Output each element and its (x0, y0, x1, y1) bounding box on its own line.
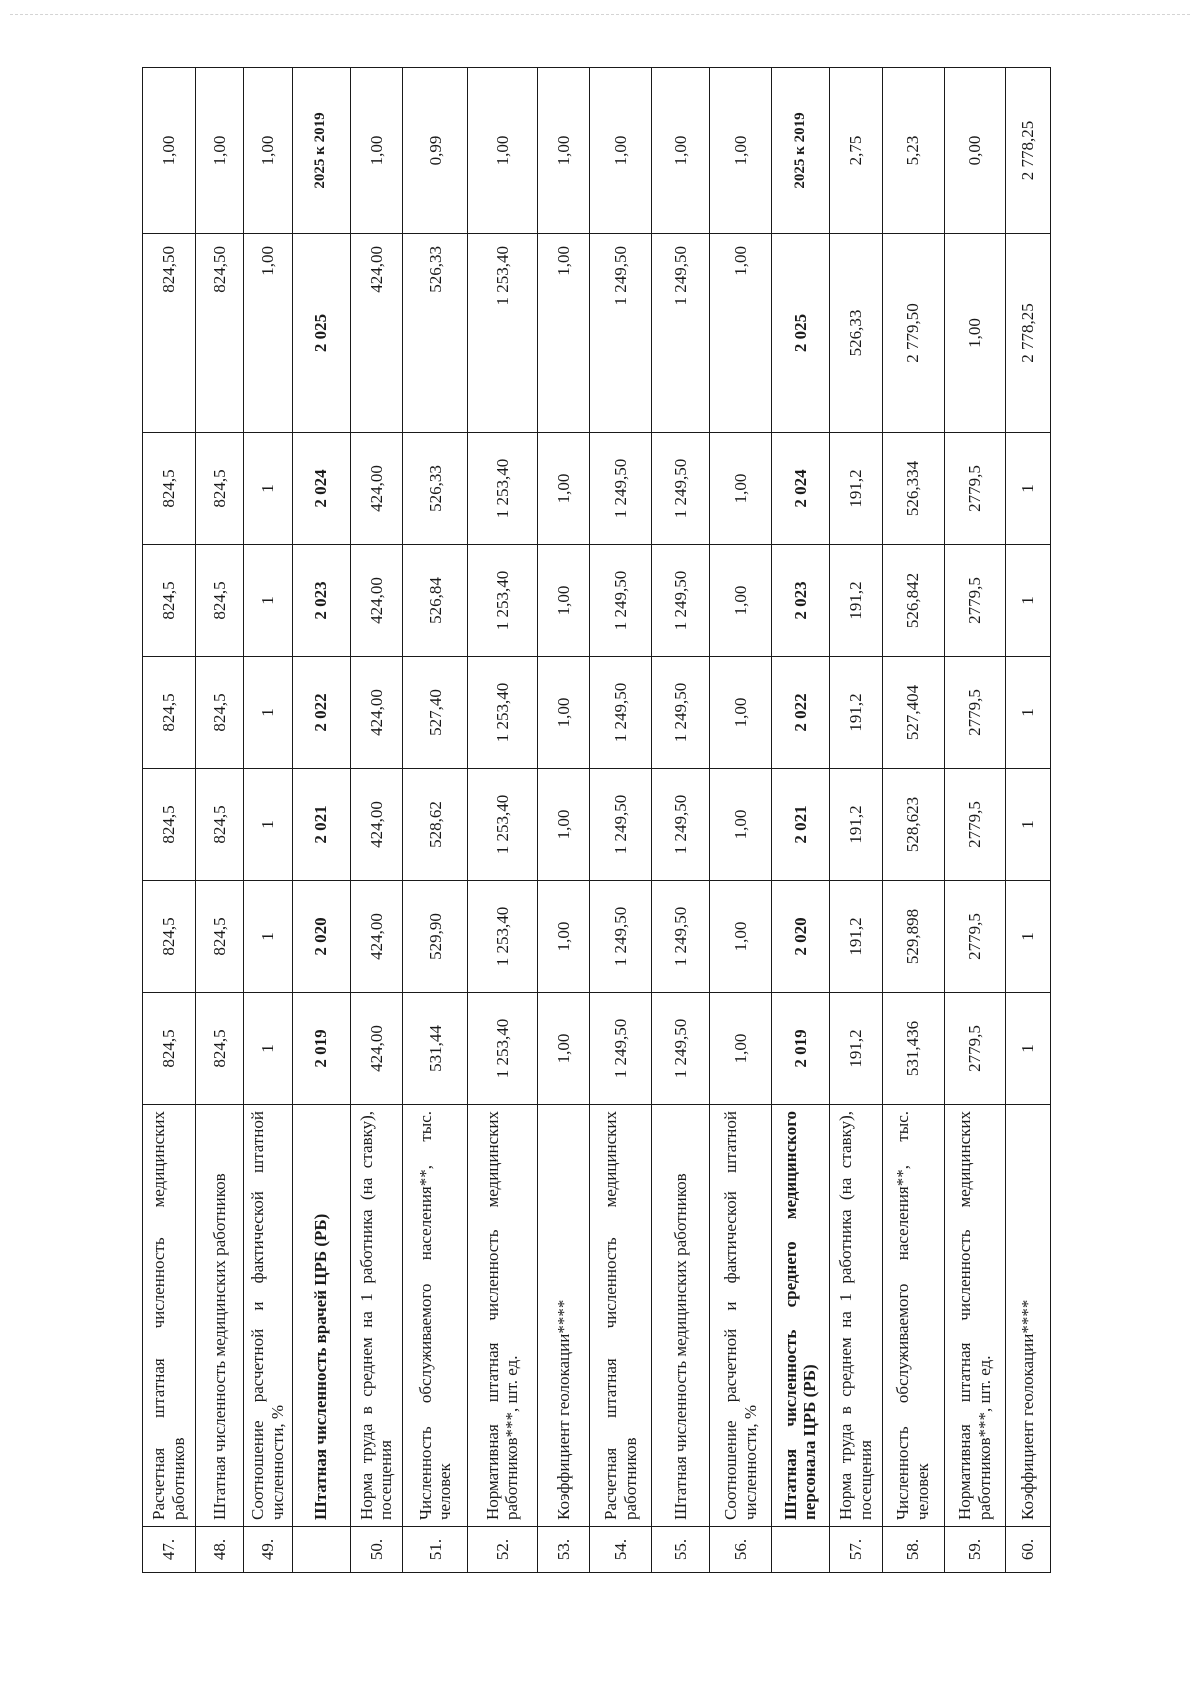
row-number: 57. (829, 1527, 882, 1573)
value-cell: 1 (1006, 881, 1051, 993)
value-cell: 526,842 (882, 545, 944, 657)
value-cell: 526,84 (403, 545, 468, 657)
value-cell: 528,62 (403, 769, 468, 881)
value-cell: 1,00 (537, 545, 590, 657)
value-cell: 1 249,50 (590, 433, 652, 545)
section-title: Штатная численность врачей ЦРБ (РБ) (292, 1105, 350, 1527)
value-cell: 1 253,40 (468, 234, 537, 433)
value-cell: 424,00 (350, 545, 403, 657)
value-cell: 1 (1006, 657, 1051, 769)
indicator-label: Коэффициент геолокации**** (537, 1105, 590, 1527)
value-cell: 1,00 (710, 545, 772, 657)
value-cell: 1,00 (468, 68, 537, 234)
year-header-cell: 2025 к 2019 (772, 68, 830, 234)
value-cell: 824,5 (143, 545, 196, 657)
scan-top-rule (10, 14, 1190, 15)
value-cell: 1 (1006, 769, 1051, 881)
year-header-cell: 2 022 (292, 657, 350, 769)
value-cell: 1,00 (590, 68, 652, 234)
year-header-cell: 2025 к 2019 (292, 68, 350, 234)
row-number (292, 1527, 350, 1573)
table-row (244, 68, 293, 1573)
value-cell: 531,436 (882, 993, 944, 1105)
value-cell: 824,5 (195, 993, 244, 1105)
indicator-label: Нормативная штатная численность медицинских работников***, шт. ед. (468, 1105, 537, 1527)
value-cell: 1 249,50 (590, 881, 652, 993)
value-cell: 1 249,50 (590, 234, 652, 433)
value-cell: 1 (244, 881, 293, 993)
value-cell: 1 249,50 (652, 234, 710, 433)
indicator-label: Соотношение расчетной и фактической штатной численности, % (710, 1105, 772, 1527)
table-row (403, 68, 468, 1573)
value-cell: 1,00 (710, 769, 772, 881)
row-number: 56. (710, 1527, 772, 1573)
table-row (350, 68, 403, 1573)
value-cell: 1 (1006, 545, 1051, 657)
value-cell: 1,00 (710, 657, 772, 769)
value-cell: 1 249,50 (652, 657, 710, 769)
value-cell: 528,623 (882, 769, 944, 881)
page-sheet (142, 68, 1051, 1573)
table-body (143, 68, 1051, 1573)
indicator-label: Нормативная штатная численность медицинских работников***, шт. ед. (944, 1105, 1006, 1527)
value-cell: 1,00 (944, 234, 1006, 433)
value-cell: 0,99 (403, 68, 468, 234)
row-number: 47. (143, 1527, 196, 1573)
value-cell: 191,2 (829, 993, 882, 1105)
value-cell: 1 253,40 (468, 545, 537, 657)
table-row (590, 68, 652, 1573)
value-cell: 824,5 (195, 657, 244, 769)
value-cell: 2779,5 (944, 993, 1006, 1105)
row-number: 54. (590, 1527, 652, 1573)
indicator-label: Расчетная штатная численность медицинских работников (143, 1105, 196, 1527)
value-cell: 1 249,50 (652, 769, 710, 881)
value-cell: 824,5 (143, 657, 196, 769)
value-cell: 2,75 (829, 68, 882, 234)
indicator-label: Штатная численность медицинских работников (195, 1105, 244, 1527)
value-cell: 526,33 (403, 433, 468, 545)
year-header-cell: 2 023 (292, 545, 350, 657)
year-header-cell: 2 019 (292, 993, 350, 1105)
value-cell: 424,00 (350, 433, 403, 545)
value-cell: 1 249,50 (652, 881, 710, 993)
table-section-header-row (292, 68, 350, 1573)
value-cell: 1 249,50 (652, 433, 710, 545)
indicator-label: Норма труда в среднем на 1 работника (на ставку), посещения (350, 1105, 403, 1527)
section-title: Штатная численность среднего медицинского персонала ЦРБ (РБ) (772, 1105, 830, 1527)
year-header-cell: 2 023 (772, 545, 830, 657)
value-cell: 2 778,25 (1006, 68, 1051, 234)
row-number: 53. (537, 1527, 590, 1573)
value-cell: 1 253,40 (468, 657, 537, 769)
value-cell: 2779,5 (944, 545, 1006, 657)
value-cell: 1,00 (710, 433, 772, 545)
value-cell: 1 (244, 993, 293, 1105)
value-cell: 1 (1006, 433, 1051, 545)
year-header-cell: 2 024 (772, 433, 830, 545)
table-row (468, 68, 537, 1573)
table-section-header-row (772, 68, 830, 1573)
value-cell: 1 249,50 (590, 657, 652, 769)
row-number: 60. (1006, 1527, 1051, 1573)
value-cell: 1,00 (244, 234, 293, 433)
value-cell: 1,00 (537, 769, 590, 881)
value-cell: 2 778,25 (1006, 234, 1051, 433)
value-cell: 824,50 (143, 234, 196, 433)
staffing-table (142, 67, 1051, 1573)
value-cell: 527,40 (403, 657, 468, 769)
indicator-label: Численность обслуживаемого населения**, тыс. человек (403, 1105, 468, 1527)
year-header-cell: 2 021 (292, 769, 350, 881)
value-cell: 1 253,40 (468, 993, 537, 1105)
value-cell: 526,334 (882, 433, 944, 545)
value-cell: 1,00 (537, 68, 590, 234)
value-cell: 1 249,50 (652, 993, 710, 1105)
value-cell: 1 253,40 (468, 881, 537, 993)
value-cell: 526,33 (403, 234, 468, 433)
table-row (143, 68, 196, 1573)
indicator-label: Расчетная штатная численность медицинских работников (590, 1105, 652, 1527)
value-cell: 1,00 (652, 68, 710, 234)
value-cell: 824,5 (195, 545, 244, 657)
row-number: 59. (944, 1527, 1006, 1573)
value-cell: 2 779,50 (882, 234, 944, 433)
value-cell: 824,50 (195, 234, 244, 433)
table-row (195, 68, 244, 1573)
value-cell: 424,00 (350, 769, 403, 881)
value-cell: 191,2 (829, 545, 882, 657)
value-cell: 1,00 (710, 68, 772, 234)
value-cell: 1 249,50 (590, 993, 652, 1105)
table-row (882, 68, 944, 1573)
value-cell: 424,00 (350, 234, 403, 433)
row-number: 52. (468, 1527, 537, 1573)
table-row (1006, 68, 1051, 1573)
value-cell: 1,00 (244, 68, 293, 234)
year-header-cell: 2 025 (772, 234, 830, 433)
value-cell: 1 (244, 545, 293, 657)
value-cell: 1,00 (350, 68, 403, 234)
value-cell: 424,00 (350, 657, 403, 769)
value-cell: 1,00 (537, 993, 590, 1105)
year-header-cell: 2 024 (292, 433, 350, 545)
value-cell: 1 253,40 (468, 769, 537, 881)
value-cell: 2779,5 (944, 769, 1006, 881)
value-cell: 191,2 (829, 881, 882, 993)
table-row (944, 68, 1006, 1573)
table-row (537, 68, 590, 1573)
value-cell: 527,404 (882, 657, 944, 769)
row-number (772, 1527, 830, 1573)
value-cell: 824,5 (195, 769, 244, 881)
value-cell: 1 (1006, 993, 1051, 1105)
value-cell: 824,5 (143, 769, 196, 881)
row-number: 50. (350, 1527, 403, 1573)
row-number: 55. (652, 1527, 710, 1573)
value-cell: 424,00 (350, 881, 403, 993)
year-header-cell: 2 025 (292, 234, 350, 433)
value-cell: 1 (244, 769, 293, 881)
value-cell: 0,00 (944, 68, 1006, 234)
value-cell: 1 249,50 (590, 769, 652, 881)
row-number: 58. (882, 1527, 944, 1573)
value-cell: 191,2 (829, 769, 882, 881)
value-cell: 1,00 (537, 657, 590, 769)
year-header-cell: 2 019 (772, 993, 830, 1105)
value-cell: 1 249,50 (652, 545, 710, 657)
row-number: 48. (195, 1527, 244, 1573)
year-header-cell: 2 020 (292, 881, 350, 993)
year-header-cell: 2 020 (772, 881, 830, 993)
table-row (829, 68, 882, 1573)
value-cell: 824,5 (143, 993, 196, 1105)
value-cell: 531,44 (403, 993, 468, 1105)
value-cell: 424,00 (350, 993, 403, 1105)
value-cell: 1,00 (710, 993, 772, 1105)
value-cell: 1,00 (710, 234, 772, 433)
value-cell: 529,90 (403, 881, 468, 993)
value-cell: 1 253,40 (468, 433, 537, 545)
value-cell: 1,00 (537, 881, 590, 993)
value-cell: 824,5 (143, 881, 196, 993)
value-cell: 526,33 (829, 234, 882, 433)
indicator-label: Численность обслуживаемого населения**, тыс. человек (882, 1105, 944, 1527)
value-cell: 824,5 (195, 433, 244, 545)
value-cell: 1,00 (710, 881, 772, 993)
row-number: 49. (244, 1527, 293, 1573)
value-cell: 1,00 (537, 234, 590, 433)
value-cell: 1 (244, 657, 293, 769)
indicator-label: Соотношение расчетной и фактической штатной численности, % (244, 1105, 293, 1527)
value-cell: 2779,5 (944, 433, 1006, 545)
value-cell: 191,2 (829, 657, 882, 769)
value-cell: 1,00 (537, 433, 590, 545)
value-cell: 1 (244, 433, 293, 545)
value-cell: 1 249,50 (590, 545, 652, 657)
value-cell: 824,5 (143, 433, 196, 545)
value-cell: 1,00 (143, 68, 196, 234)
indicator-label: Коэффициент геолокации**** (1006, 1105, 1051, 1527)
value-cell: 5,23 (882, 68, 944, 234)
value-cell: 824,5 (195, 881, 244, 993)
table-row (652, 68, 710, 1573)
value-cell: 2779,5 (944, 881, 1006, 993)
value-cell: 1,00 (195, 68, 244, 234)
table-row (710, 68, 772, 1573)
value-cell: 2779,5 (944, 657, 1006, 769)
year-header-cell: 2 022 (772, 657, 830, 769)
year-header-cell: 2 021 (772, 769, 830, 881)
value-cell: 529,898 (882, 881, 944, 993)
indicator-label: Штатная численность медицинских работников (652, 1105, 710, 1527)
row-number: 51. (403, 1527, 468, 1573)
value-cell: 191,2 (829, 433, 882, 545)
indicator-label: Норма труда в среднем на 1 работника (на ставку), посещения (829, 1105, 882, 1527)
